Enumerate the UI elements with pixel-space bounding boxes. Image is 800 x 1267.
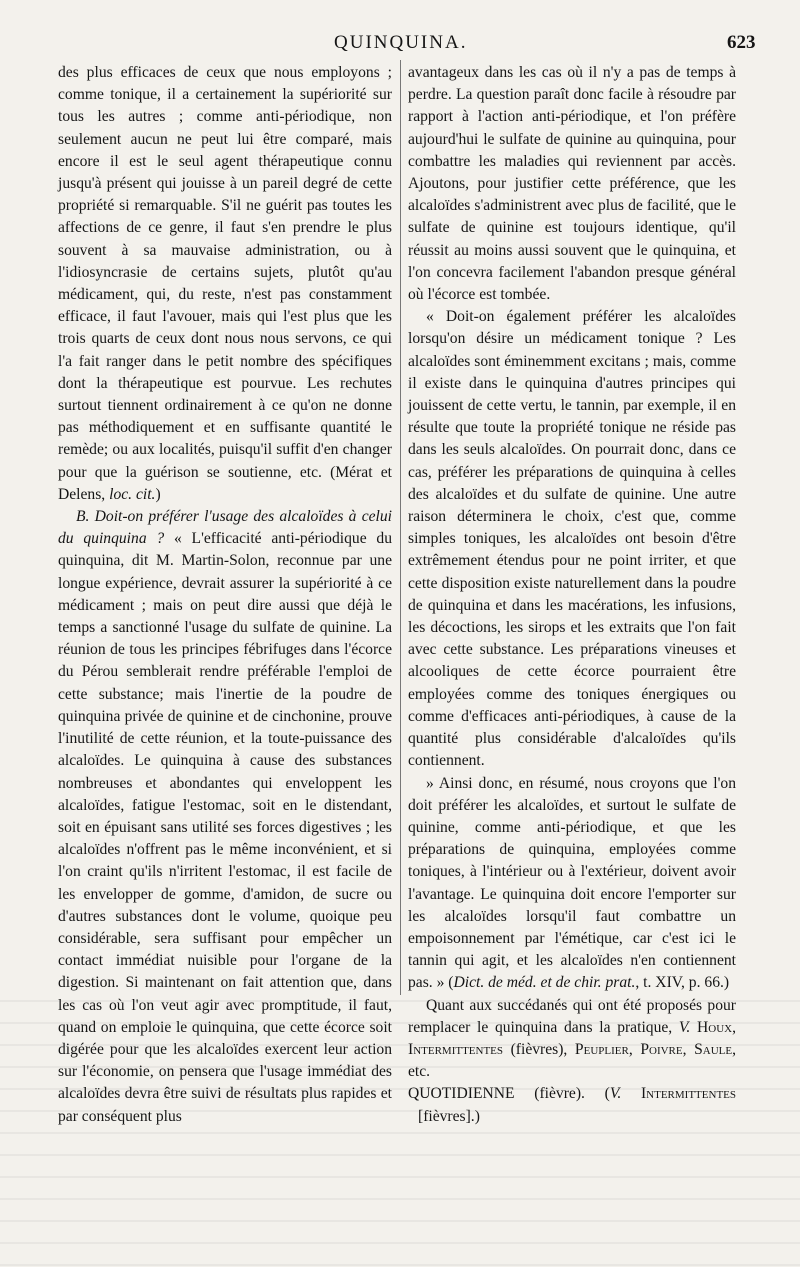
cross-ref-intermittentes: Intermittentes xyxy=(408,1040,504,1058)
paragraph-tonic: « Doit-on également préférer les alcaloïdes lorsqu'on désire un médicament tonique ? Les alcaloïdes sont éminemment excitans ; mais, comme il existe dans le quinquina d'autres principes qui jouissent de cette vertu, le tannin, par exemple, il en résulte que toute la propriété tonique ne réside pas dans les seuls alcaloïdes. On pourrait donc, dans ce cas, préférer les préparations de quinquina à celles des alcaloïdes et du sulfate de quinine. Une autre raison déterminera le choix, c'est que, comme simples toniques, les alcaloïdes ont besoin d'être extrêmement étendus pour ne point irriter, et que cette disposition existe naturellement dans la poudre de quinquina et dans les macérations, les infusions, les décoctions, les sirops et les extraits que l'on fait avec cette substance. Les préparations vineuses et alcooliques de cette écorce pourraient être employées comme des toniques énergiques ou comme d'efficaces anti-périodiques, à cause de la quantité plus considérable d'alcaloïdes qu'ils contiennent. xyxy=(408,308,736,770)
entry-headword: QUOTIDIENNE xyxy=(408,1085,515,1103)
paragraph-efficacy xyxy=(58,62,392,506)
cross-ref-peuplier: Peuplier xyxy=(574,1040,629,1058)
citation-end: , t. XIV, p. 66.) xyxy=(635,974,730,992)
entry-text: (fièvre). ( xyxy=(534,1085,610,1103)
citation-end: ) xyxy=(155,485,161,503)
cross-ref-intermittentes: Intermittentes xyxy=(640,1085,736,1103)
cross-ref-saule: Saule xyxy=(694,1040,733,1058)
citation: loc. cit. xyxy=(109,485,156,503)
left-column xyxy=(58,62,392,1128)
running-title: QUINQUINA. xyxy=(334,32,468,53)
paragraph-text: Quant aux succédanés qui ont été proposés pour remplacer le quinquina dans la pratique, xyxy=(408,996,736,1036)
page-header xyxy=(0,32,800,62)
paragraph-text: » Ainsi donc, en résumé, nous croyons que l'on doit préférer les alcaloïdes, et surtout le sulfate de quinine, comme anti-périodique, et que les préparations de quinquina, employées comme toniques, à l'intérieur ou à l'extérieur, doivent avoir l'avantage. Le quinquina doit encore l'emporter sur les alcaloïdes lorsqu'il faut combattre un empoisonnement par l'émétique, car c'est ici le tannin qui agit, et les alcaloïdes n'en contiennent pas. » ( xyxy=(408,774,736,992)
citation: Dict. de méd. et de chir. prat. xyxy=(453,974,636,992)
cross-ref-houx: Houx xyxy=(696,1018,733,1036)
see-abbrev: V. xyxy=(678,1018,691,1036)
qualifier: (fièvres), xyxy=(510,1040,568,1058)
see-abbrev: V. xyxy=(609,1085,622,1103)
paragraph-summary xyxy=(408,773,736,995)
bleed-through-texture xyxy=(0,1000,800,1267)
paragraph-end: , etc. xyxy=(408,1040,737,1081)
section-heading: B. Doit-on préférer l'usage des alcaloïdes à celui du quinquina ? xyxy=(58,508,392,548)
column-divider xyxy=(400,60,401,995)
cross-ref-poivre: Poivre xyxy=(640,1040,683,1058)
entry-end: [fièvres].) xyxy=(418,1107,480,1125)
right-column xyxy=(408,62,736,1128)
paragraph-text: « L'efficacité anti-périodique du quinquina, dit M. Martin-Solon, reconnue par une longue expérience, devrait assurer la supériorité à ce médicament ; mais on peut dire aussi que déjà le temps a sanctionné l'usage du sulfate de quinine. La réunion de tous les principes fébrifuges dans l'écorce du Pérou semblerait rendre préférable l'emploi de cette substance; mais l'inertie de la poudre de quinquina privée de quinine et de cinchonine, prouve l'inutilité de cette réunion, et la toute-puissance des alcaloïdes. Le quinquina à cause des substances nombreuses et abondantes qui enveloppent les alcaloïdes, fatigue l'estomac, soit en le distendant, soit en épuisant sans utilité ses forces digestives ; les alcaloïdes n'offrent pas le même inconvénient, et si l'on craint qu'ils n'irritent l'estomac, il est facile de les envelopper de gomme, d'amidon, de sucre ou d'autres substances dont le volume, quoique peu considérable, sera suffisant pour empêcher un contact immédiat nuisible pour l'organe de la digestion. Si maintenant on fait attention que, dans les cas où l'on veut agir avec promptitude, il faut, quand on emploie le quinquina, que cette écorce soit digérée pour que les alcaloïdes exercent leur action sur l'économie, on pensera que l'usage immédiat des alcaloïdes devra être suivi de résultats plus rapides et par conséquent plus xyxy=(58,530,392,1125)
paragraph-text: des plus efficaces de ceux que nous employons ; comme tonique, il a certainement la supériorité sur tous les autres ; comme anti-périodique, non seulement aucun ne peut lui être comparé, mais encore il est le seul agent thérapeutique connu jusqu'à présent qui jouisse à un pareil degré de cette propriété si remarquable. S'il ne guérit pas toutes les affections de ce genre, il faut s'en prendre le plus souvent à sa mauvaise administration, ou à l'idiosyncrasie de certains sujets, plutôt qu'au médicament, qui, du reste, n'est pas constamment efficace, il faut l'avouer, mais qui l'est plus que les trois quarts de ceux dont nous nous servons, ce qui l'a fait ranger dans le petit nombre des spécifiques dont la thérapeutique est pourvue. Les rechutes surtout tiennent ordinairement à ce qu'on ne donne pas méthodiquement et en suffisante quantité le remède; ou aux localités, puisqu'il suffit d'en changer pour que la guérison se soutienne, etc. (Mérat et Delens, xyxy=(58,64,392,503)
paragraph-antiperiodic: avantageux dans les cas où il n'y a pas de temps à perdre. La question paraît donc facile à résoudre par rapport à l'action anti-périodique, et l'on préfère aujourd'hui le sulfate de quinine au quinquina, pour combattre les maladies qui reviennent par accès. Ajoutons, pour justifier cette préférence, que les alcaloïdes s'administrent avec plus de facilité, que le sulfate de quinine est toujours identique, qu'il réussit au moins aussi souvent que le quinquina, et l'on concevra facilement l'abandon presque général où l'écorce est tombée. xyxy=(408,64,736,304)
page-number: 623 xyxy=(727,32,756,53)
paragraph-substitutes: Quant aux succédanés qui ont été proposés pour remplacer le quinquina dans la pratique, V. Houx, Intermittentes (fièvres), Peuplier, Poivre, Saule, etc. xyxy=(408,996,737,1081)
